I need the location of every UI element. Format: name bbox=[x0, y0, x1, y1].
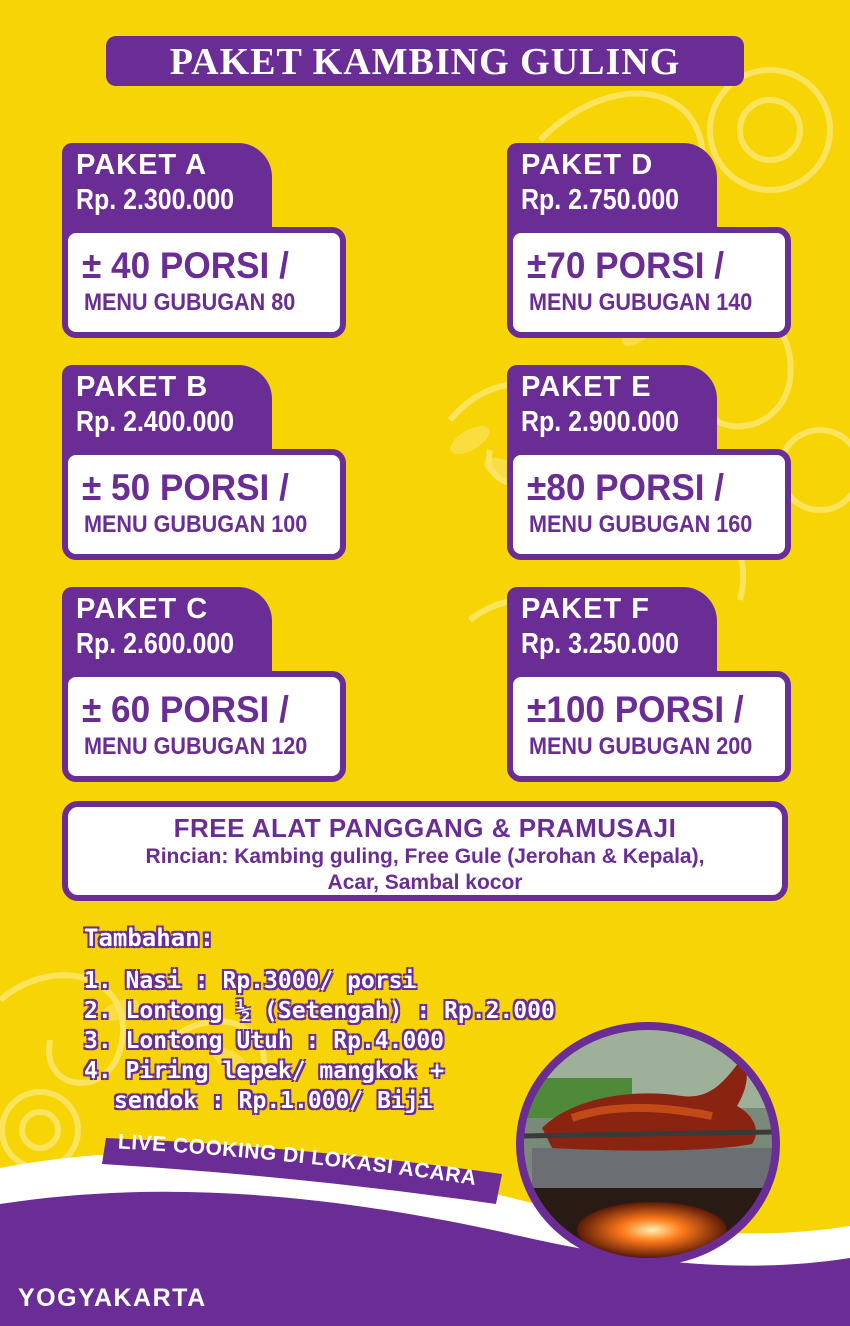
live-cooking-banner bbox=[100, 1118, 510, 1208]
package-detail-box bbox=[62, 449, 346, 560]
package-name: PAKET C bbox=[76, 593, 209, 625]
extras-item: 1. Nasi : Rp.3000/ porsi bbox=[84, 968, 417, 994]
package-price: Rp. 2.300.000 bbox=[76, 184, 235, 216]
package-portion: ± 60 PORSI / bbox=[82, 689, 289, 730]
package-menu: MENU GUBUGAN 120 bbox=[84, 733, 308, 760]
package-card-a bbox=[62, 143, 346, 338]
package-price: Rp. 2.600.000 bbox=[76, 628, 235, 660]
package-name: PAKET E bbox=[521, 371, 652, 403]
package-card-b bbox=[62, 365, 346, 560]
free-services-box bbox=[62, 801, 788, 901]
extras-item: 4. Piring lepek/ mangkok + bbox=[84, 1058, 445, 1084]
package-detail-box bbox=[62, 671, 346, 782]
package-portion: ± 50 PORSI / bbox=[82, 467, 289, 508]
package-detail-box bbox=[62, 227, 346, 338]
city-label: YOGYAKARTA bbox=[18, 1284, 207, 1312]
package-menu: MENU GUBUGAN 160 bbox=[529, 511, 753, 538]
page-title: PAKET KAMBING GULING bbox=[106, 36, 744, 86]
extras-item: sendok : Rp.1.000/ Biji bbox=[114, 1088, 433, 1114]
free-services-title: FREE ALAT PANGGANG & PRAMUSAJI bbox=[173, 813, 677, 843]
package-card-e bbox=[507, 365, 791, 560]
package-price: Rp. 2.400.000 bbox=[76, 406, 235, 438]
free-details-line-1: Rincian: Kambing guling, Free Gule (Jerohan & Kepala), bbox=[145, 845, 705, 868]
free-details-line-2: Acar, Sambal kocor bbox=[327, 871, 523, 894]
package-portion: ± 40 PORSI / bbox=[82, 245, 289, 286]
package-name: PAKET B bbox=[76, 371, 209, 403]
package-name: PAKET F bbox=[521, 593, 650, 625]
package-portion: ±100 PORSI / bbox=[527, 689, 744, 730]
package-price: Rp. 3.250.000 bbox=[521, 628, 680, 660]
roasted-goat-photo bbox=[512, 1018, 784, 1270]
package-detail-box bbox=[507, 227, 791, 338]
package-price: Rp. 2.900.000 bbox=[521, 406, 680, 438]
extras-heading: Tambahan: bbox=[84, 924, 215, 952]
package-card-d bbox=[507, 143, 791, 338]
package-portion: ±80 PORSI / bbox=[527, 467, 725, 508]
package-name: PAKET A bbox=[76, 149, 208, 181]
package-menu: MENU GUBUGAN 140 bbox=[529, 289, 753, 316]
package-menu: MENU GUBUGAN 80 bbox=[84, 289, 296, 316]
extras-item: 3. Lontong Utuh : Rp.4.000 bbox=[84, 1028, 445, 1054]
package-menu: MENU GUBUGAN 200 bbox=[529, 733, 753, 760]
package-name: PAKET D bbox=[521, 149, 654, 181]
package-card-f bbox=[507, 587, 791, 782]
package-card-c bbox=[62, 587, 346, 782]
extras-list bbox=[84, 924, 555, 1116]
package-portion: ±70 PORSI / bbox=[527, 245, 725, 286]
package-menu: MENU GUBUGAN 100 bbox=[84, 511, 308, 538]
live-cooking-text: LIVE COOKING DI LOKASI ACARA bbox=[117, 1130, 479, 1190]
package-price: Rp. 2.750.000 bbox=[521, 184, 680, 216]
package-detail-box bbox=[507, 449, 791, 560]
package-detail-box bbox=[507, 671, 791, 782]
extras-item: 2. Lontong ½ (Setengah) : Rp.2.000 bbox=[84, 998, 555, 1024]
